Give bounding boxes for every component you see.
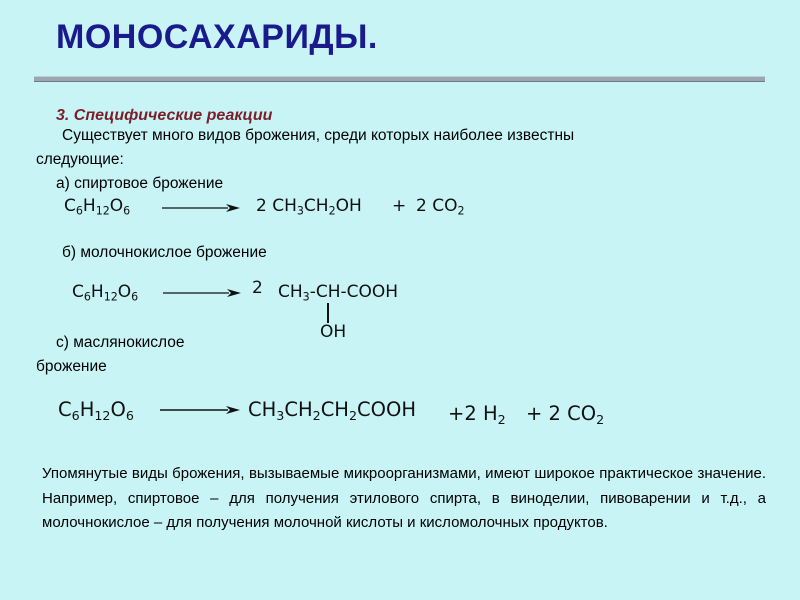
section-heading: 3. Специфические реакции [56, 107, 273, 124]
slide-title: МОНОСАХАРИДЫ. [56, 18, 378, 56]
label-butyric-fermentation-2: брожение [36, 358, 107, 375]
coefficient-lactic: 2 [252, 278, 263, 298]
title-divider [34, 76, 765, 82]
product-ethanol: 2 $CH_3CH_2OH$ [256, 196, 362, 218]
intro-line-1: Существует много видов брожения, среди которых наиболее известны [62, 127, 575, 144]
label-butyric-fermentation-1: с) маслянокислое [56, 334, 185, 351]
intro-line-2: следующие: [36, 151, 124, 168]
hydroxyl-branch: OH [320, 322, 347, 342]
product-lactic-acid: $CH_3-CH$-COOH [278, 282, 399, 304]
summary-paragraph: Упомянутые виды брожения, вызываемые микроорганизмами, имеют широкое практическое значение. Например, спиртовое – для получения этилового спирта, в виноделии, пивоварении и т.д., а молочнокислое – для получения молочной кислоты и кисломолочных продуктов. [42, 465, 766, 531]
reaction-arrow-c [160, 403, 242, 417]
label-lactic-fermentation: б) молочнокислое брожение [62, 244, 267, 261]
product-butyric-acid: $CH_3CH_2CH_2COOH$ [248, 398, 417, 423]
plus-sign-a: + [392, 196, 407, 216]
reactant-glucose-c: $C_6H_{12}O_6$ [58, 398, 134, 423]
reactant-glucose-b: $C_6H_{12}O_6$ [72, 282, 139, 304]
product-hydrogen: +2 $H_2$ [448, 402, 506, 427]
product-co2-c: + 2 $CO_2$ [526, 402, 605, 427]
label-alcoholic-fermentation: а) спиртовое брожение [56, 175, 224, 192]
reactant-glucose-a: $C_6H_{12}O_6$ [64, 196, 131, 218]
product-co2-a: 2 $CO_2$ [416, 196, 465, 218]
reaction-arrow-a [162, 201, 242, 215]
reaction-arrow-b [163, 286, 243, 300]
bond-line [327, 303, 329, 323]
